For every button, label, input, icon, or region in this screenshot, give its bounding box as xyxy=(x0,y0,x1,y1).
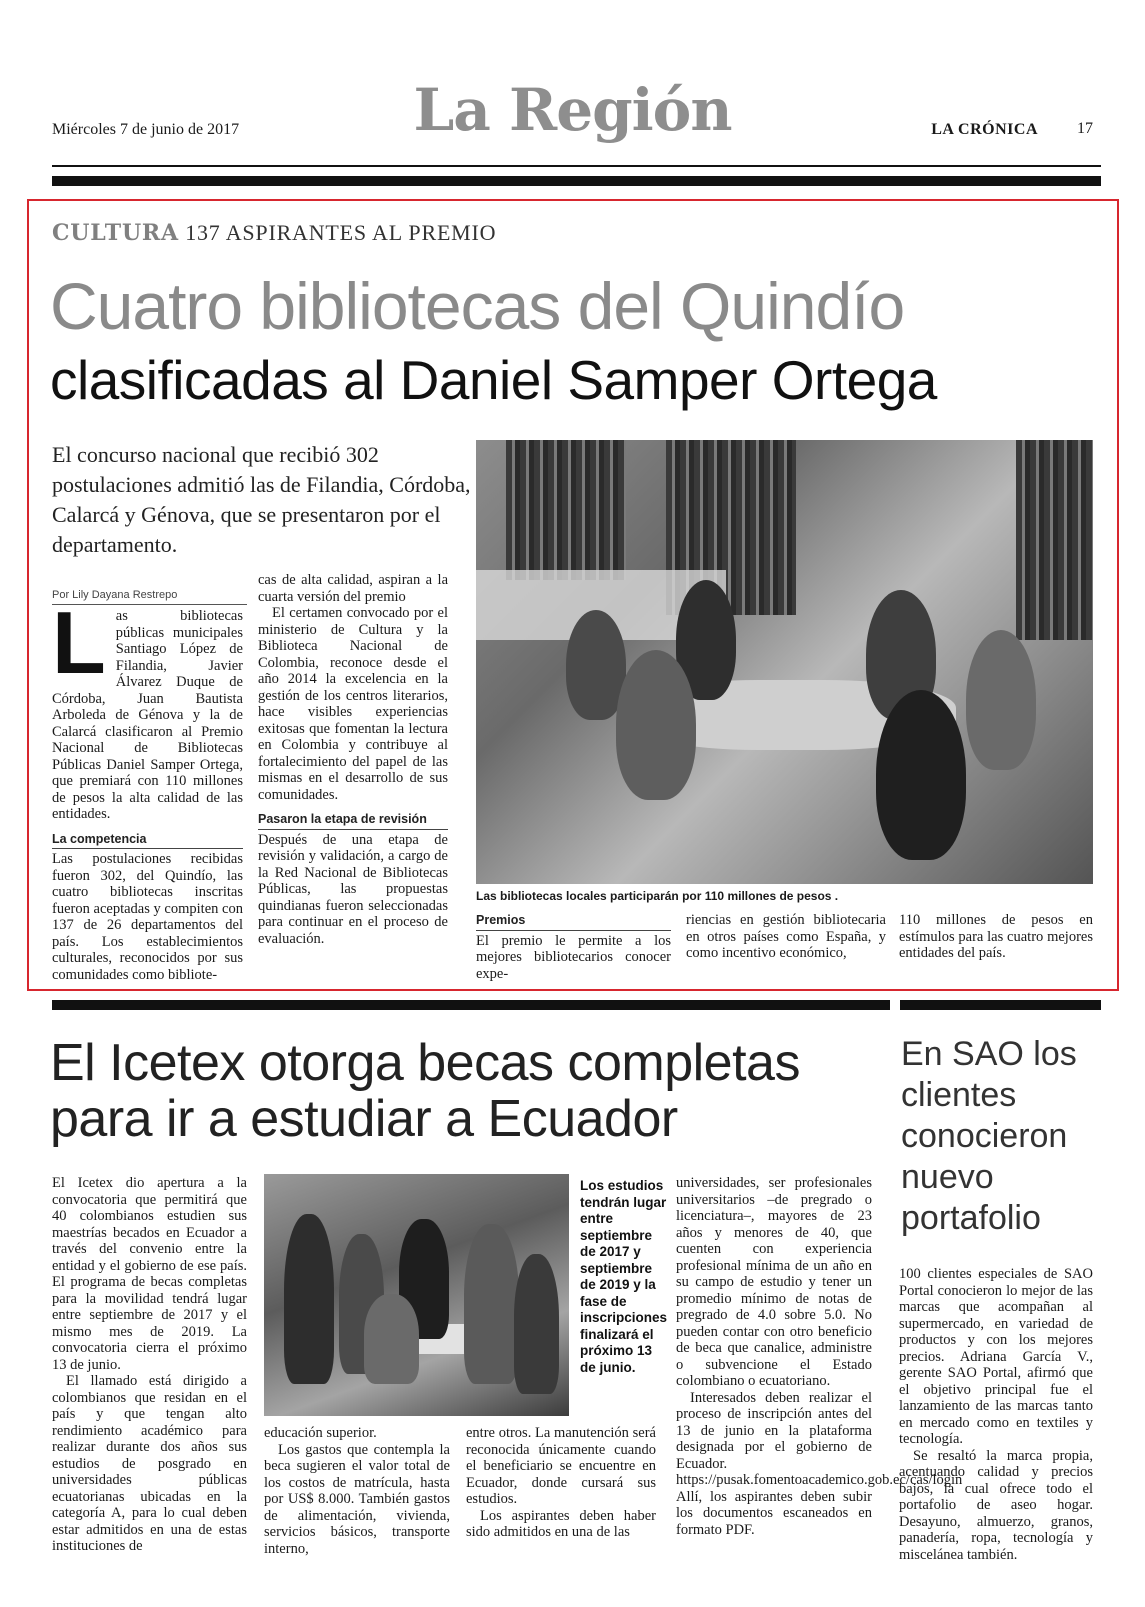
students-photo-caption: Los estudios tendrán lugar entre septiembre de 2017 y septiembre de 2019 y la fase de inscripciones finalizará el próximo 13 de junio. xyxy=(580,1178,668,1375)
page-number: 17 xyxy=(1077,120,1093,137)
kicker-text: 137 ASPIRANTES AL PREMIO xyxy=(185,220,497,245)
feature-column-2 xyxy=(258,572,448,947)
header-rule-thin xyxy=(52,165,1101,167)
section-title: La Región xyxy=(413,76,732,144)
byline: Por Lily Dayana Restrepo xyxy=(52,589,247,605)
headline-line-2: clasificadas al Daniel Samper Ortega xyxy=(50,349,937,411)
icetex-column-3 xyxy=(466,1425,656,1541)
feature-column-3 xyxy=(476,912,671,982)
feature-paragraph: riencias en gestión bibliotecaria en otros países como España, y como incentivo económico, xyxy=(686,912,886,961)
feature-paragraph: 110 millones de pesos en estímulos para las cuatro mejores entidades del país. xyxy=(899,912,1093,961)
icetex-paragraph: entre otros. La manutención será reconocida únicamente cuando el beneficiario se encuentre en Ecuador, donde cursará sus estudios. xyxy=(466,1425,656,1507)
subhead-competencia: La competencia xyxy=(52,831,243,850)
icetex-paragraph: educación superior. xyxy=(264,1425,377,1441)
sao-paragraph: 100 clientes especiales de SAO Portal conocieron lo mejor de las marcas que acompañan al supermercado, en variedad de productos y con los mejores precios. Adriana García V., gerente SAO Portal, afirmó que el objetivo principal fue el lanzamiento de las marcas tanto en mercado como en textiles y tecnología. xyxy=(899,1266,1093,1447)
feature-paragraph: Después de una etapa de revisión y validación, a cargo de la Red Nacional de Bibliotecas Públicas, las propuestas quindianas fueron seleccionadas para continuar en el proceso de evaluación. xyxy=(258,831,448,947)
library-children-photo xyxy=(476,440,1093,884)
sao-column xyxy=(899,1266,1093,1563)
subhead-revision: Pasaron la etapa de revisión xyxy=(258,811,448,830)
students-photo xyxy=(264,1174,569,1416)
newspaper-name: LA CRÓNICA xyxy=(931,121,1038,138)
sao-headline: En SAO los clientes conocieron nuevo portafolio xyxy=(901,1035,1077,1237)
section-rule-right xyxy=(900,1000,1101,1010)
drop-cap: L xyxy=(52,593,106,692)
feature-column-4 xyxy=(686,912,886,962)
kicker-section: CULTURA xyxy=(52,220,179,246)
icetex-paragraph: Los aspirantes deben haber sido admitidos en una de las xyxy=(466,1507,656,1540)
icetex-column-1 xyxy=(52,1175,247,1555)
article-lede: El concurso nacional que recibió 302 postulaciones admitió las de Filandia, Córdoba, Calarcá y Génova, que se presentaron por el departamento. xyxy=(52,442,471,557)
publication-date: Miércoles 7 de junio de 2017 xyxy=(52,121,240,138)
feature-paragraph: El premio le permite a los mejores bibliotecarios conocer expe- xyxy=(476,932,671,982)
article-kicker xyxy=(52,220,496,246)
feature-paragraph: El certamen convocado por el ministerio de Cultura y la Biblioteca Nacional de Colombia, reconoce desde el año 2014 la excelencia en la gestión de los centros literarios, hace visibles experiencias exitosas que fomentan la lectura en Colombia y contribuye al fortalecimiento del papel de las mismas en el desarrollo de sus comunidades. xyxy=(258,605,448,803)
headline-line-1: Cuatro bibliotecas del Quindío xyxy=(50,269,905,343)
icetex-column-4 xyxy=(676,1175,963,1538)
icetex-paragraph: universidades, ser profesionales universitarios –de pregrado o licenciatura–, mayores de 23 años y menores de 40, que cuenten con experiencia profesional mínima de un año en su campo de estudio y tener un promedio mínimo de notas de pregrado de 4.0 sobre 5.0. No pueden contar con otro beneficio de beca que canalice, administre o subvencione el Estado colombiano o ecuatoriano. xyxy=(676,1175,872,1389)
icetex-paragraph: Interesados deben realizar el proceso de inscripción antes del 13 de junio en la plataforma designada por el gobierno de Ecuador. https://pusak.fomentoacademico.gob.ec/cas/login Allí, los aspirantes deben subir los documentos escaneados en formato PDF. xyxy=(676,1389,963,1538)
feature-paragraph: Las postulaciones recibidas fueron 302, del Quindío, las cuatro bibliotecas inscritas fueron aceptadas y compiten con 137 de 26 departamentos del país. Los establecimientos culturales, reconocidos por sus comunidades como bibliote- xyxy=(52,851,243,983)
feature-column-5 xyxy=(899,912,1093,962)
subhead-premios: Premios xyxy=(476,912,671,931)
feature-intro-text: as bibliotecas públicas municipales Santiago López de Filandia, Javier Álvarez Duque de Córdoba, Juan Bautista Arboleda de Génova y la de Calarcá clasificaron al Premio Nacional de Bibliotecas Públicas Daniel Samper Ortega, que premiará con 110 millones de pesos la alta calidad de las entidades. xyxy=(52,608,243,822)
photo-caption: Las bibliotecas locales participarán por 110 millones de pesos . xyxy=(476,889,839,903)
header-rule-thick xyxy=(52,176,1101,186)
icetex-paragraph: El Icetex dio apertura a la convocatoria que permitirá que 40 colombianos estudien sus maestrías becados en Ecuador a través del convenio entre la entidad y el gobierno de ese país. El programa de becas completas para la movilidad tendrá lugar entre septiembre de 2017 y el mismo mes de 2019. La convocatoria cierra el próximo 13 de junio. xyxy=(52,1175,247,1373)
icetex-headline: El Icetex otorga becas completas para ir a estudiar a Ecuador xyxy=(50,1034,800,1148)
icetex-paragraph: El llamado está dirigido a colombianos que residan en el país y que tengan alto rendimiento académico para realizar durante dos años sus estudios de posgrado en universidades públicas ecuatorianas ubicadas en la categoría A, para lo cual deben estar admitidos en una de estas instituciones de xyxy=(52,1373,247,1554)
sao-paragraph: Se resaltó la marca propia, acentuando calidad y precios bajos, la cual ofrece todo el portafolio de aseo hogar. Desayuno, almuerzo, granos, panadería, ropa, tecnología y miscelánea también. xyxy=(899,1447,1093,1563)
icetex-paragraph: Los gastos que contempla la beca sugieren el valor total de los costos de matrícula, hasta por US$ 8.000. También gastos de alimentación, vivienda, servicios básicos, transporte interno, xyxy=(264,1441,450,1557)
section-rule-left xyxy=(52,1000,890,1010)
feature-paragraph: cas de alta calidad, aspiran a la cuarta versión del premio xyxy=(258,572,448,605)
icetex-column-2 xyxy=(264,1425,450,1557)
